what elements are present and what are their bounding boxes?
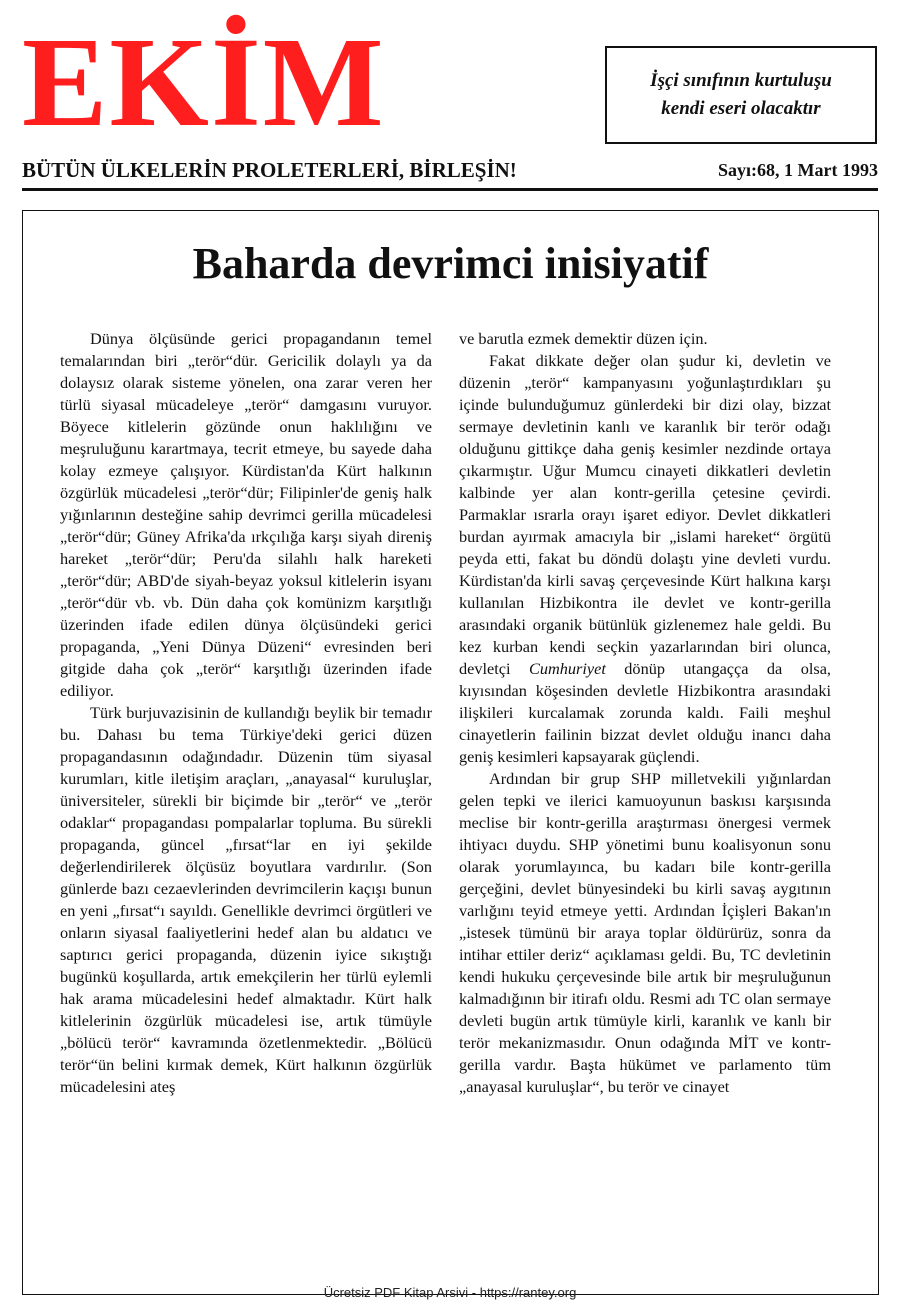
- slogan: BÜTÜN ÜLKELERİN PROLETERLERİ, BİRLEŞİN!: [22, 158, 517, 182]
- paragraph: Türk burjuvazisinin de kullandığı beylik bir temadır bu. Dahası bu tema Türkiye'deki gerici düzen propagandasının odağındadır. Düzenin tüm siyasal kurumları, kitle iletişim araçları, „anayasal“ kuruluşlar, üniversiteler, sürekli bir biçimde bir „terör“ ve „terör odaklar“ propagandası pompalarlar topluma. Bu sürekli propaganda, güncel „fırsat“lar en iyi şekilde değerlendirilerek ölçüsüz boyutlara vardırılır. (Son günlerde bazı cezaevlerinden devrimcilerin kaçışı bunun en yeni „fırsat“ı sayıldı. Genellikle devrimci örgütleri ve onların siyasal faaliyetlerini hedef alan bu aldatıcı ve saptırıcı gerici propaganda, düzenin iyice sıkıştığı bugünkü koşullarda, artık emekçilerin her türlü eylemli hak arama mücadelesini hedef almaktadır. Kürt halk kitlelerinin özgürlük mücadelesi ise, artık tümüyle „bölücü terör“ kavramında özetlenmektedir. „Bölücü terör“ün belini kırmak demek, Kürt halkının özgürlük mücadelesini ateş: [60, 703, 432, 1096]
- article-headline: Baharda devrimci inisiyatif: [192, 239, 709, 288]
- newspaper-name: Cumhuriyet: [528, 659, 606, 678]
- paragraph-text: Fakat dikkate değer olan şudur ki, devletin ve düzenin „terör“ kampanyasını yoğunlaştırdıkları şu içinde bulunduğumuz günlerdeki bir dizi olay, bizzat sermaye devletinin kanlı ve karanlık bir terör odağı olduğunu gittikçe daha geniş kesimler nezdinde ortaya çıkarmıştır. Uğur Mumcu cinayeti dikkatleri devletin kalbinde yer alan kontr-gerilla çetesine çevirdi. Parmaklar ısrarla orayı işaret ediyor. Devlet dikkatleri burdan ayırmak amacıyla bir „islami hareket“ örgütü peyda etti, fakat bu döndü dolaştı yine devleti vurdu. Kürdistan'da kirli savaş çerçevesinde Kürt halkına karşı kullanılan Hizbikontra ile devlet ve kontr-gerilla arasındaki organik bütünlük gizlenemez hale geldi. Bu kez kurban kendi seçkin yazarlarından biri olunca, devletçi: [459, 351, 831, 678]
- motto-line-2: kendi eseri olacaktır: [661, 98, 821, 119]
- issue-info: Sayı:68, 1 Mart 1993: [718, 160, 878, 180]
- paragraph: Dünya ölçüsünde gerici propagandanın temel temalarından biri „terör“dür. Gericilik dolaylı ya da dolaysız olarak sisteme yönelen, ona zarar veren her türlü siyasal mücadeleye „terör“ damgasını vuruyor. Böyece kitlelerin gözünde onun haklılığını ve meşruluğunu karartmaya, tecrit etmeye, bu sayede daha kolay ezmeye çalışıyor. Kürdistan'da Kürt halkının özgürlük mücadelesi „terör“dür; Filipinler'de geniş halk yığınlarının desteğine sahip devrimci gerilla mücadelesi „terör“dür; Güney Afrika'da ırkçılığa karşı siyah direniş hareket „terör“dür; Peru'da silahlı halk hareketi „terör“dür; ABD'de siyah-beyaz yoksul kitlelerin isyanı „terör“dür vb. vb. Dün daha çok komünizm karşıtlığı üzerinden ifade edilen dünya ölçüsündeki gerici propaganda, „Yeni Dünya Düzeni“ evresinden beri gitgide daha çok „terör“ karşıtlığı üzerinden ifade ediliyor.: [60, 329, 432, 700]
- paragraph-text: dönüp utangaçça da olsa, kıyısından köşesinden devletle Hizbikontra arasındaki ilişkileri kurcalamak zorunda kaldı. Faili meşhul cinayetlerin failinin bizzat devlet olduğu inancı daha geniş kesimleri kapsayarak güçlendi.: [459, 659, 832, 766]
- paragraph-continuation: ve barutla ezmek demektir düzen için.: [459, 329, 708, 348]
- motto-box: [605, 46, 877, 144]
- motto-line-1: İşçi sınıfının kurtuluşu: [650, 70, 832, 91]
- footer-credit: Ücretsiz PDF Kitap Arsivi - https://rantey.org: [323, 1285, 577, 1300]
- paragraph: Ardından bir grup SHP milletvekili yığınlardan gelen tepki ve ilerici kamuoyunun baskısı karşısında meclise bir kontr-gerilla araştırması önergesi vermek ihtiyacı duydu. SHP yönetimi bunu koalisyonun sonu olarak yorumlayınca, bu kadarı bile kontr-gerilla gerçeğini, devlet bünyesindeki bu kirli savaş aygıtının varlığını teyid etmeye yetti. Ardından İçişleri Bakan'ın „istesek tümünü bir araya toplar öldürürüz, sonra da intihar ettiler deriz“ açıklaması geldi. Bu, TC devletinin kendi hukuku çerçevesinde bile artık bir meşruluğunun kalmadığının bir itirafı oldu. Resmi adı TC olan sermaye devleti bugün artık tümüyle kirli, karanlık ve kanlı bir terör mekanizmasıdır. Onun odağında MİT ve kontr-gerilla vardır. Başta hükümet ve parlamento tüm „anayasal kuruluşlar“, bu terör ve cinayet: [459, 769, 831, 1096]
- masthead-logo: EKİM: [22, 11, 386, 153]
- header-rule: [22, 188, 878, 191]
- paragraph: [459, 350, 831, 768]
- article-column-right: [459, 328, 831, 1098]
- article-column-left: [60, 328, 432, 1098]
